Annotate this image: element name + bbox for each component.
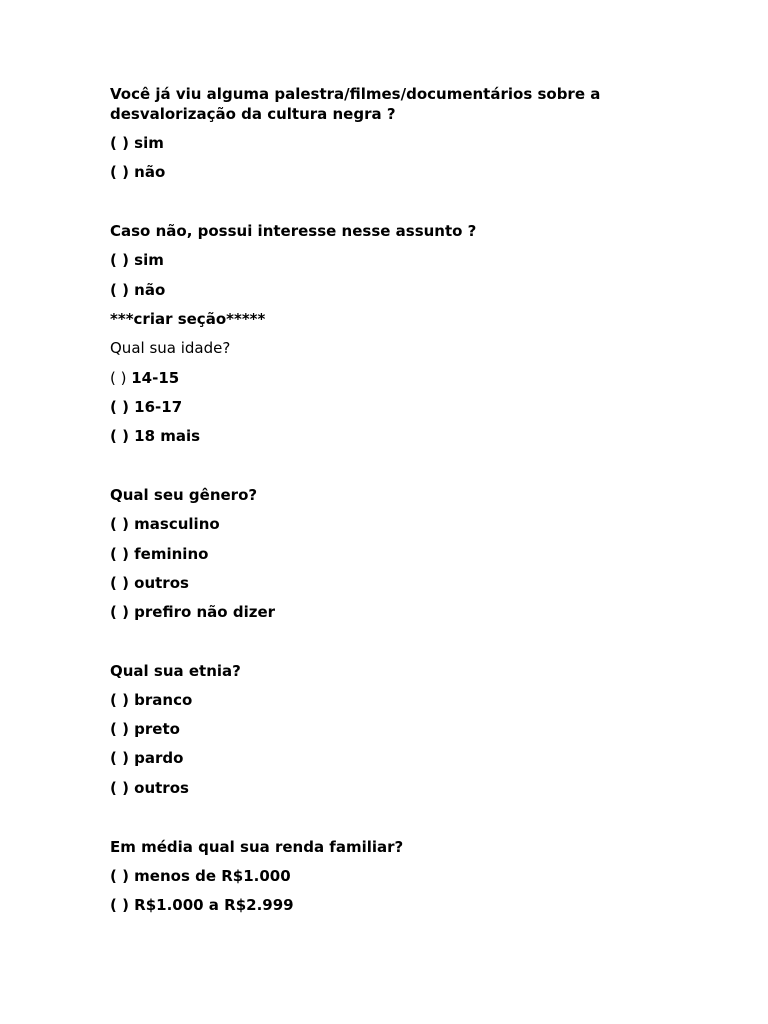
- section-note: ***criar seção*****: [110, 310, 266, 328]
- option-age-18-plus: ( ) 18 mais: [110, 427, 201, 445]
- question-age: Qual sua idade?: [110, 339, 231, 357]
- question-awareness-line-1: Você já viu alguma palestra/filmes/documentários sobre a: [110, 85, 601, 103]
- option-gender-prefer-not: ( ) prefiro não dizer: [110, 603, 276, 621]
- option-ethnicity-other: ( ) outros: [110, 779, 189, 797]
- option-label: 14-15: [131, 369, 180, 387]
- question-interest: Caso não, possui interesse nesse assunto ?: [110, 222, 477, 240]
- option-income-under-1000: ( ) menos de R$1.000: [110, 867, 291, 885]
- option-awareness-no: ( ) não: [110, 163, 166, 181]
- option-gender-male: ( ) masculino: [110, 515, 220, 533]
- option-interest-no: ( ) não: [110, 281, 166, 299]
- question-income: Em média qual sua renda familiar?: [110, 838, 404, 856]
- option-ethnicity-brown: ( ) pardo: [110, 749, 184, 767]
- option-age-16-17: ( ) 16-17: [110, 398, 183, 416]
- option-gender-female: ( ) feminino: [110, 545, 209, 563]
- option-income-1000-2999: ( ) R$1.000 a R$2.999: [110, 896, 294, 914]
- question-gender: Qual seu gênero?: [110, 486, 258, 504]
- option-ethnicity-white: ( ) branco: [110, 691, 193, 709]
- option-age-14-15: [110, 368, 179, 388]
- question-ethnicity: Qual sua etnia?: [110, 662, 241, 680]
- option-paren: ( ): [110, 369, 132, 387]
- option-gender-other: ( ) outros: [110, 574, 189, 592]
- question-awareness-line-2: desvalorização da cultura negra ?: [110, 105, 396, 123]
- option-ethnicity-black: ( ) preto: [110, 720, 180, 738]
- option-interest-yes: ( ) sim: [110, 251, 164, 269]
- option-awareness-yes: ( ) sim: [110, 134, 164, 152]
